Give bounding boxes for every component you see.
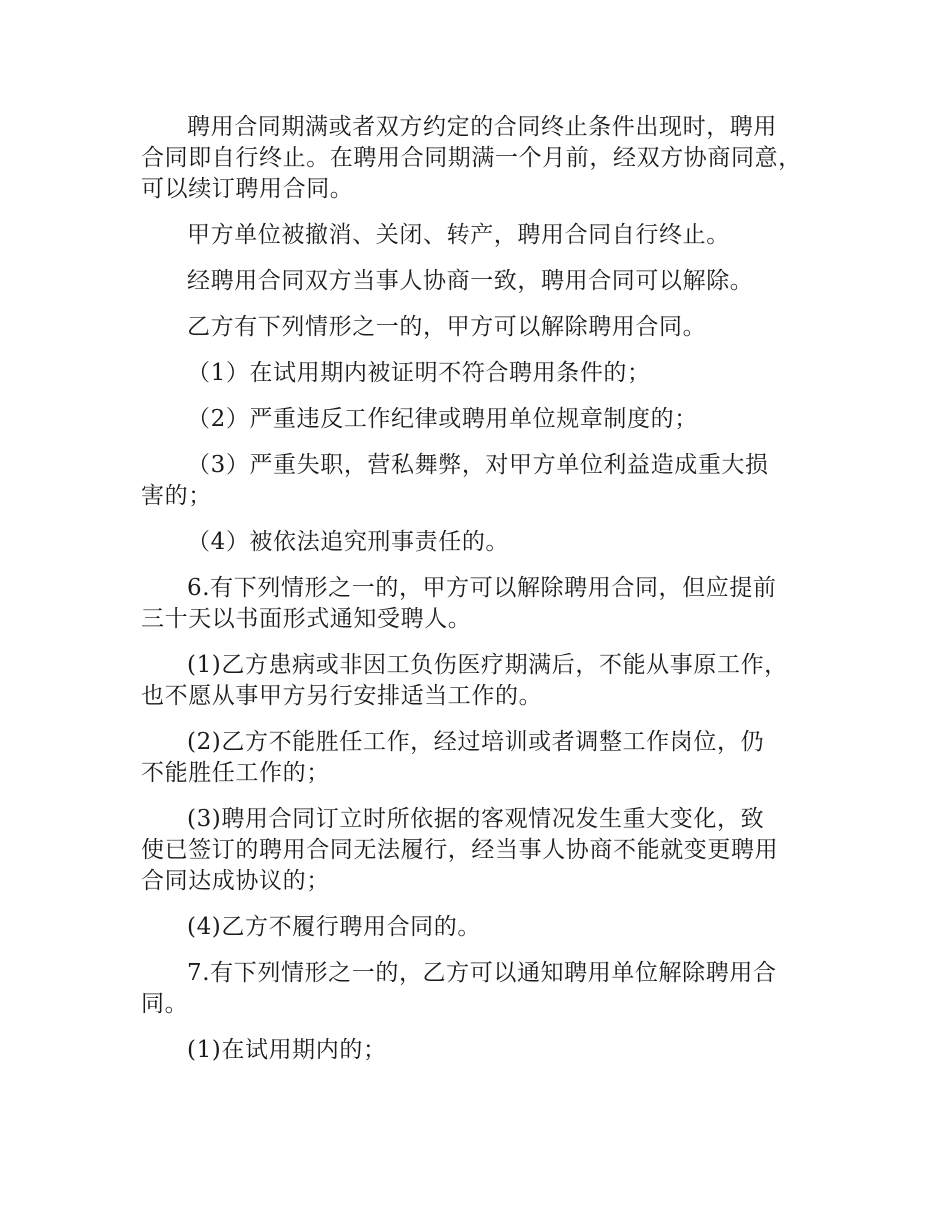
text-line: 聘用合同期满或者双方约定的合同终止条件出现时，聘用 — [187, 114, 777, 140]
text-line: （4）被依法追究刑事责任的。 — [187, 529, 510, 555]
text-line: （2）严重违反工作纪律或聘用单位规章制度的； — [187, 406, 698, 432]
list-item-4 — [141, 527, 840, 558]
text-line: （1）在试用期内被证明不符合聘用条件的； — [187, 360, 651, 386]
list-item-3 — [141, 450, 840, 512]
clause-6 — [141, 573, 840, 635]
paragraph-mutual-termination — [141, 266, 840, 297]
text-line: 使已签订的聘用合同无法履行，经当事人协商不能就变更聘用 — [141, 837, 779, 863]
text-line: 合同即自行终止。在聘用合同期满一个月前，经双方协商同意， — [141, 145, 802, 171]
text-line: (4)乙方不履行聘用合同的。 — [187, 914, 481, 940]
paragraph-contract-expiry — [141, 112, 840, 205]
text-line: 合同达成协议的； — [141, 868, 330, 894]
text-line: （3）严重失职，营私舞弊，对甲方单位利益造成重大损 — [187, 452, 769, 478]
paragraph-unit-closure — [141, 220, 840, 251]
text-line: (1)在试用期内的； — [187, 1037, 387, 1063]
list-item-1 — [141, 358, 840, 389]
text-line: 三十天以书面形式通知受聘人。 — [141, 606, 472, 632]
clause-6-item-1 — [141, 650, 840, 712]
paragraph-party-b-conditions — [141, 312, 840, 343]
text-line: 同。 — [141, 991, 189, 1017]
clause-6-item-3 — [141, 804, 840, 897]
text-line: 乙方有下列情形之一的，甲方可以解除聘用合同。 — [187, 314, 707, 340]
text-line: 可以续订聘用合同。 — [141, 176, 354, 202]
text-line: (1)乙方患病或非因工负伤医疗期满后，不能从事原工作， — [187, 652, 788, 678]
text-line: 也不愿从事甲方另行安排适当工作的。 — [141, 683, 543, 709]
clause-6-item-4 — [141, 912, 840, 943]
list-item-2 — [141, 404, 840, 435]
clause-7 — [141, 958, 840, 1020]
text-line: (2)乙方不能胜任工作，经过培训或者调整工作岗位，仍 — [187, 729, 765, 755]
text-line: 7.有下列情形之一的，乙方可以通知聘用单位解除聘用合 — [187, 960, 777, 986]
text-line: (3)聘用合同订立时所依据的客观情况发生重大变化，致 — [187, 806, 765, 832]
text-line: 害的； — [141, 483, 212, 509]
text-line: 6.有下列情形之一的，甲方可以解除聘用合同，但应提前 — [187, 575, 777, 601]
text-line: 甲方单位被撤消、关闭、转产，聘用合同自行终止。 — [187, 222, 730, 248]
text-line: 经聘用合同双方当事人协商一致，聘用合同可以解除。 — [187, 268, 754, 294]
clause-7-item-1 — [141, 1035, 840, 1066]
clause-6-item-2 — [141, 727, 840, 789]
text-line: 不能胜任工作的； — [141, 760, 330, 786]
